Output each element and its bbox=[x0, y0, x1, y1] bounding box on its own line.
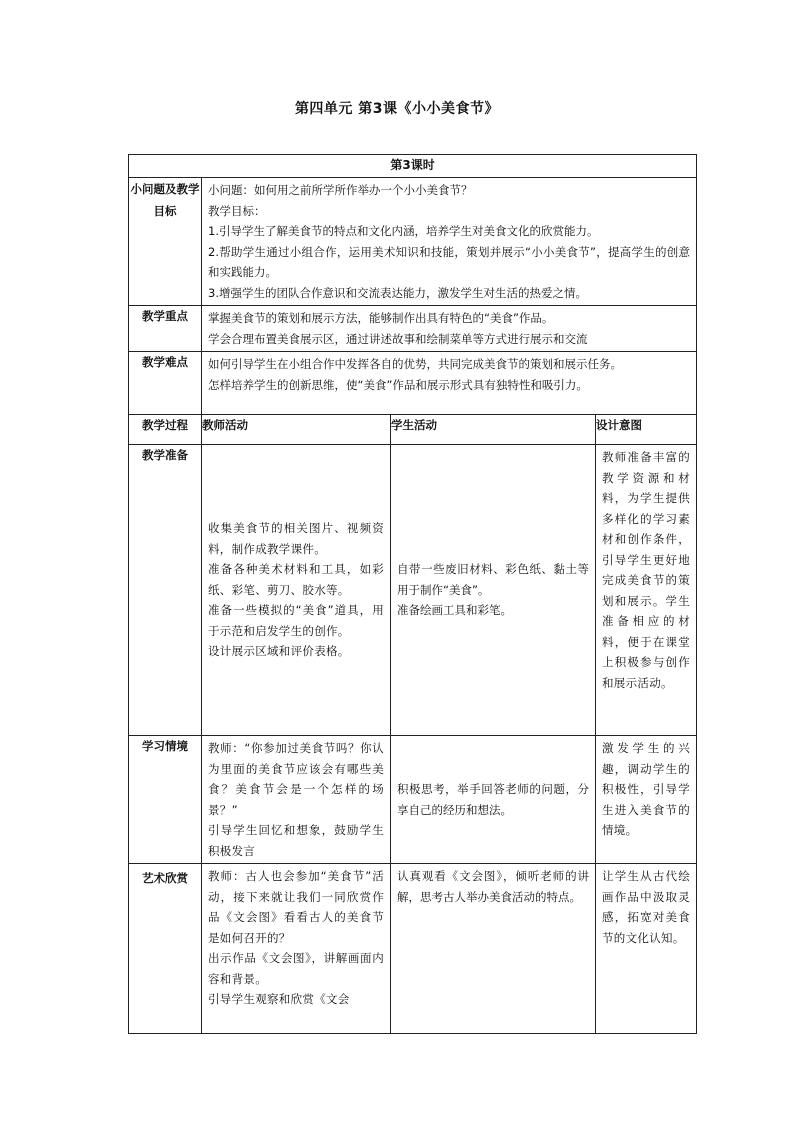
text-line: 小问题：如何用之前所学所作举办一个小小美食节？ bbox=[208, 183, 473, 197]
situation-row bbox=[129, 736, 697, 864]
objectives-content bbox=[202, 178, 697, 306]
text-line: 引导学生回忆和想象，鼓励学生积极发言 bbox=[208, 823, 384, 858]
text-line: 教师：“你参加过美食节吗？你认为里面的美食节应该会有哪些美食？美食节会是一个怎样的场景？” bbox=[208, 741, 384, 817]
text-line: 准备一些模拟的“美食”道具，用于示范和启发学生的创作。 bbox=[208, 603, 384, 638]
appreciation-row bbox=[129, 864, 697, 1034]
student-activity-header: 学生活动 bbox=[391, 415, 596, 445]
situation-intent-lines bbox=[596, 736, 696, 843]
text-line: 认真观看《文会图》，倾听老师的讲解，思考古人举办美食活动的特点。 bbox=[397, 869, 589, 904]
difficulty-row bbox=[129, 352, 697, 415]
preparation-label: 教学准备 bbox=[129, 445, 202, 736]
focus-lines bbox=[202, 306, 696, 351]
objectives-lines bbox=[202, 178, 696, 305]
appreciation-student-lines bbox=[391, 864, 595, 909]
appreciation-student bbox=[391, 864, 596, 1034]
text-line: 收集美食节的相关图片、视频资料，制作成教学课件。 bbox=[208, 521, 384, 556]
difficulty-lines bbox=[202, 352, 696, 397]
situation-student bbox=[391, 736, 596, 864]
text-line: 1.引导学生了解美食节的特点和文化内涵，培养学生对美食文化的欣赏能力。 bbox=[208, 224, 599, 238]
focus-content bbox=[202, 306, 697, 352]
preparation-intent bbox=[596, 445, 697, 736]
process-label: 教学过程 bbox=[129, 415, 202, 445]
text-line: 积极思考，举手回答老师的问题，分享自己的经历和想法。 bbox=[397, 782, 589, 817]
text-line: 让学生从古代绘画作品中汲取灵感，拓宽对美食节的文化认知。 bbox=[602, 869, 691, 945]
document-title: 第四单元 第3课《小小美食节》 bbox=[294, 101, 500, 117]
focus-label: 教学重点 bbox=[129, 306, 202, 352]
design-intent-header: 设计意图 bbox=[596, 415, 697, 445]
text-line: 教师准备丰富的教学资源和材料，为学生提供多样化的学习素材和创作条件，引导学生更好地完成美食节的策划和展示。学生准备相应的材料，便于在课堂上积极参与创作和展示活动。 bbox=[602, 450, 691, 690]
situation-label: 学习情境 bbox=[129, 736, 202, 864]
appreciation-teacher bbox=[202, 864, 391, 1034]
preparation-row bbox=[129, 445, 697, 736]
text-line: 如何引导学生在小组合作中发挥各自的优势，共同完成美食节的策划和展示任务。 bbox=[208, 357, 622, 371]
difficulty-label: 教学难点 bbox=[129, 352, 202, 415]
focus-row bbox=[129, 306, 697, 352]
preparation-teacher bbox=[202, 445, 391, 736]
text-line: 掌握美食节的策划和展示方法，能够制作出具有特色的“美食”作品。 bbox=[208, 311, 554, 325]
teacher-activity-header: 教师活动 bbox=[202, 415, 391, 445]
appreciation-intent bbox=[596, 864, 697, 1034]
text-line: 教师：古人也会参加“美食节”活动，接下来就让我们一同欣赏作品《文会图》看看古人的美食节是如何召开的？ bbox=[208, 869, 384, 945]
lesson-plan-table bbox=[128, 154, 697, 1034]
text-line: 3.增强学生的团队合作意识和交流表达能力，激发学生对生活的热爱之情。 bbox=[208, 285, 587, 300]
situation-intent bbox=[596, 736, 697, 864]
appreciation-teacher-lines bbox=[202, 864, 390, 1012]
appreciation-label: 艺术欣赏 bbox=[129, 864, 202, 1034]
text-line: 激发学生的兴趣，调动学生的积极性，引导学生进入美食节的情境。 bbox=[602, 741, 691, 837]
preparation-student-lines bbox=[391, 557, 595, 623]
situation-teacher-lines bbox=[202, 736, 390, 863]
objectives-label: 小问题及教学目标 bbox=[129, 178, 202, 306]
difficulty-content bbox=[202, 352, 697, 415]
text-line: 引导学生观察和欣赏《文会 bbox=[208, 992, 350, 1006]
session-row bbox=[129, 155, 697, 178]
text-line: 教学目标： bbox=[208, 203, 266, 218]
objectives-row bbox=[129, 178, 697, 306]
preparation-teacher-lines bbox=[202, 516, 390, 664]
situation-teacher bbox=[202, 736, 391, 864]
situation-student-lines bbox=[391, 777, 595, 822]
text-line: 怎样培养学生的创新思维，使“美食”作品和展示形式具有独特性和吸引力。 bbox=[208, 377, 588, 392]
text-line: 准备各种美术材料和工具，如彩纸、彩笔、剪刀、胶水等。 bbox=[208, 562, 384, 597]
text-line: 出示作品《文会图》，讲解画面内容和背景。 bbox=[208, 951, 384, 986]
text-line: 2.帮助学生通过小组合作，运用美术知识和技能，策划并展示“小小美食节”，提高学生的创意和实践能力。 bbox=[208, 244, 691, 279]
text-line: 设计展示区域和评价表格。 bbox=[208, 644, 350, 659]
preparation-student bbox=[391, 445, 596, 736]
text-line: 学会合理布置美食展示区，通过讲述故事和绘制菜单等方式进行展示和交流 bbox=[208, 331, 588, 346]
preparation-intent-lines bbox=[596, 445, 696, 695]
session-title: 第3课时 bbox=[129, 155, 697, 178]
text-line: 自带一些废旧材料、彩色纸、黏土等用于制作“美食”。 bbox=[397, 562, 589, 597]
process-header-row bbox=[129, 415, 697, 445]
appreciation-intent-lines bbox=[596, 864, 696, 950]
text-line: 准备绘画工具和彩笔。 bbox=[397, 603, 512, 618]
